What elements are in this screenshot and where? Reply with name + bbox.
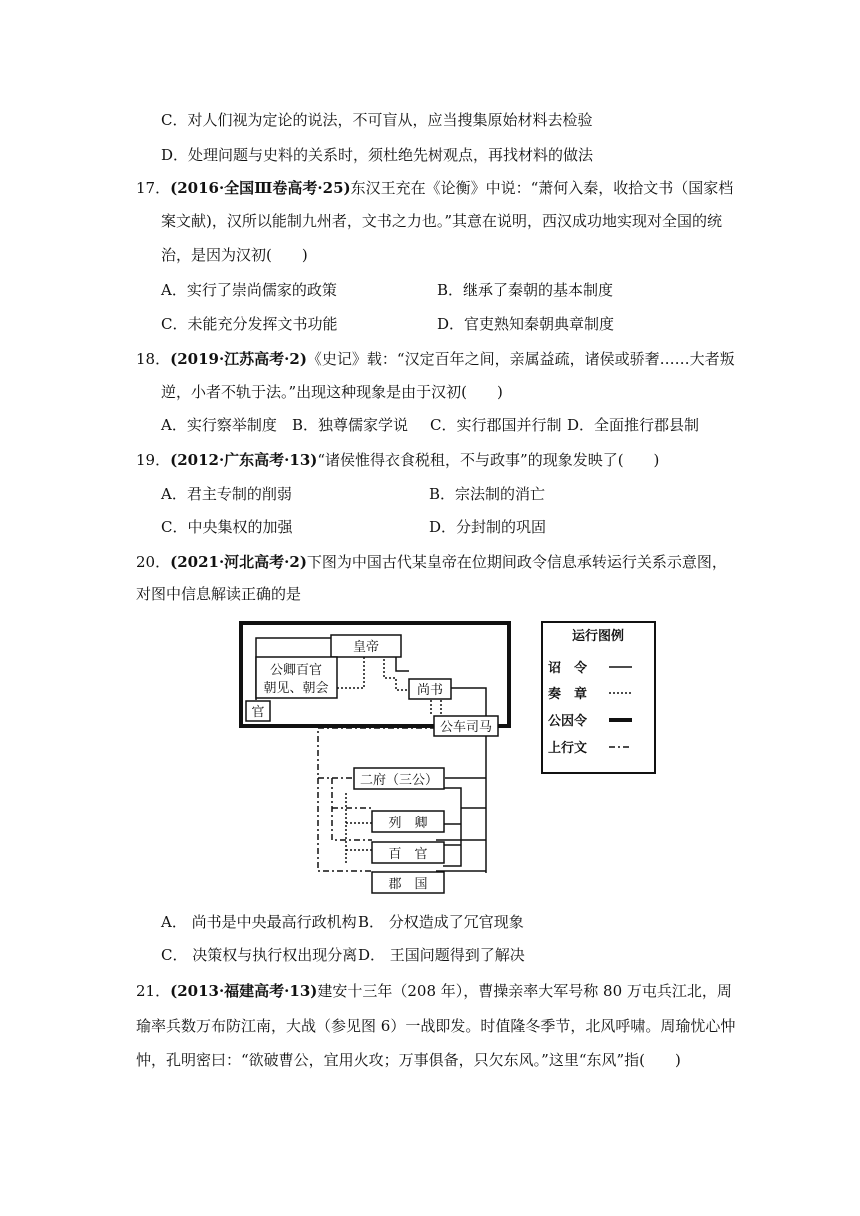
question-text: “诸侯惟得衣食税租，不与政事”的现象发映了( )	[317, 451, 660, 469]
question-source: (2016·全国Ⅲ卷高考·25)	[170, 179, 351, 197]
option-c: C．实行郡国并行制	[430, 416, 562, 434]
policy-flow-diagram	[236, 618, 660, 898]
question-text: 东汉王充在《论衡》中说：“萧何入秦，收拾文书（国家档	[350, 179, 734, 197]
question-20-options-ab	[0, 912, 860, 932]
question-17-line1	[136, 178, 733, 198]
option-b: B．宗法制的消亡	[429, 485, 546, 503]
label-officials-1: 公卿百官	[269, 663, 323, 678]
option-d: D．全面推行郡县制	[567, 416, 700, 434]
question-text: 下图为中国古代某皇帝在位期间政令信息承转运行关系示意图，	[306, 553, 727, 571]
label-erfu: 二府（三公）	[359, 773, 439, 788]
label-junguo: 郡 国	[388, 877, 428, 892]
option-c: C．未能充分发挥文书功能	[161, 315, 338, 333]
label-officials-2: 朝见、朝会	[263, 681, 329, 696]
question-17-options-cd	[0, 314, 860, 334]
option-b: B． 分权造成了冗官现象	[358, 913, 524, 931]
question-21-line2: 瑜率兵数万布防江南，大战（参见图 6）一战即发。时值隆冬季节，北风呼啸。周瑜忧心忡	[136, 1017, 736, 1035]
option-d: D．官吏熟知秦朝典章制度	[437, 315, 615, 333]
question-source: (2019·江苏高考·2)	[170, 350, 307, 368]
label-shangshu: 尚书	[416, 683, 444, 698]
label-lieqing: 列 卿	[388, 816, 428, 831]
question-number: 19．	[136, 451, 171, 469]
question-number: 17．	[136, 179, 171, 197]
question-source: (2013·福建高考·13)	[170, 982, 318, 1000]
option-a: A． 尚书是中央最高行政机构	[161, 913, 357, 931]
question-20-line2: 对图中信息解读正确的是	[136, 585, 302, 603]
question-source: (2012·广东高考·13)	[170, 451, 318, 469]
legend-zhaoling: 诏 令	[548, 661, 588, 676]
question-19-options-ab	[0, 484, 860, 504]
question-20-options-cd	[0, 945, 860, 965]
question-18-line2: 逆，小者不轨于法。”出现这种现象是由于汉初( )	[161, 383, 503, 401]
option-d: D．处理问题与史料的关系时，须杜绝先树观点，再找材料的做法	[161, 146, 594, 164]
question-21-line1	[136, 981, 732, 1001]
option-b: B．独尊儒家学说	[292, 416, 409, 434]
question-19-line1	[136, 450, 659, 470]
label-emperor: 皇帝	[352, 640, 380, 655]
label-guan: 官	[251, 705, 265, 720]
question-number: 20．	[136, 553, 171, 571]
legend-gongyinling: 公因令	[548, 714, 588, 729]
question-number: 18．	[136, 350, 171, 368]
question-18-line1	[136, 349, 735, 369]
legend-zouzhang: 奏 章	[548, 687, 588, 702]
question-17-line2: 案文献)，汉所以能制九州者，文书之力也。”其意在说明，西汉成功地实现对全国的统	[161, 212, 723, 230]
question-number: 21．	[136, 982, 171, 1000]
option-a: A．君主专制的削弱	[161, 485, 292, 503]
option-c: C．中央集权的加强	[161, 518, 293, 536]
question-text: 建安十三年（208 年），曹操亲率大军号称 80 万屯兵江北，周	[317, 982, 732, 1000]
question-20-line1	[136, 552, 727, 572]
question-21-line3: 忡，孔明密曰：“欲破曹公，宜用火攻；万事俱备，只欠东风。”这里“东风”指( )	[136, 1051, 681, 1069]
option-c: C． 决策权与执行权出现分离	[161, 946, 358, 964]
option-c: C．对人们视为定论的说法，不可盲从，应当搜集原始材料去检验	[161, 111, 593, 129]
legend-title: 运行图例	[571, 629, 625, 644]
label-gongche: 公车司马	[439, 720, 493, 735]
question-19-options-cd	[0, 517, 860, 537]
question-text: 《史记》载：“汉定百年之间，亲属益疏，诸侯或骄奢……大者叛	[306, 350, 735, 368]
option-b: B．继承了秦朝的基本制度	[437, 281, 614, 299]
question-17-options-ab	[0, 280, 860, 300]
option-a: A．实行了崇尚儒家的政策	[161, 281, 337, 299]
question-17-line3: 治，是因为汉初( )	[161, 246, 308, 264]
label-baiguan: 百 官	[388, 847, 428, 862]
option-d: D．分封制的巩固	[429, 518, 547, 536]
legend-shangxingwen: 上行文	[548, 741, 588, 756]
question-source: (2021·河北高考·2)	[170, 553, 307, 571]
question-18-options	[0, 415, 860, 435]
option-a: A．实行察举制度	[161, 416, 277, 434]
option-d: D． 王国问题得到了解决	[358, 946, 525, 964]
